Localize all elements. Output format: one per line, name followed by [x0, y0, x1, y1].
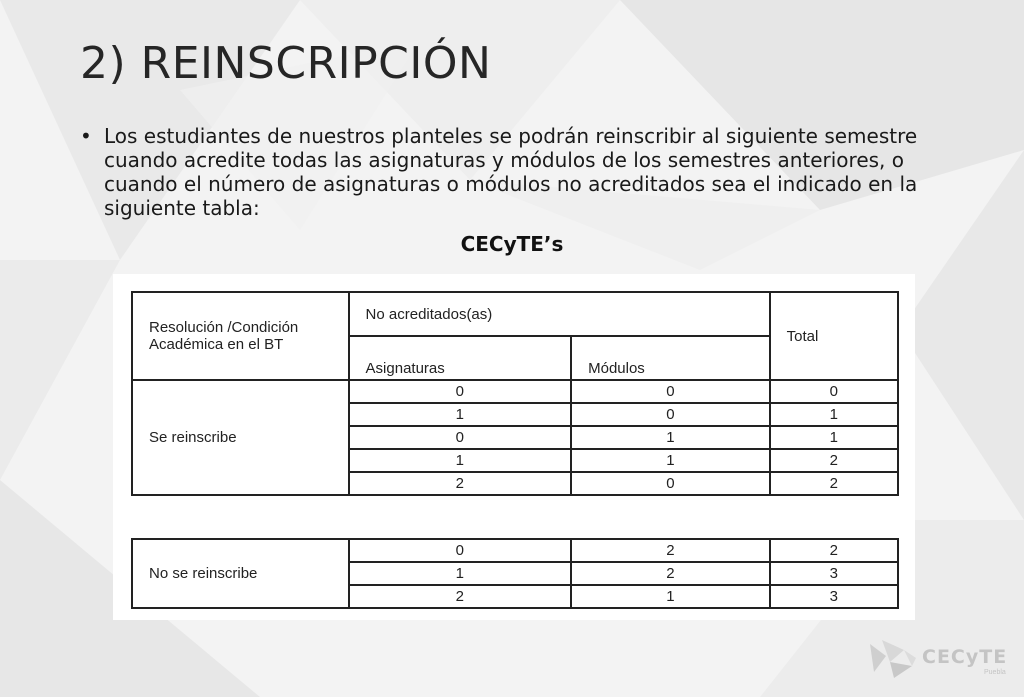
cell-subjects: 1 [349, 449, 572, 472]
logo-name: CECyTE [922, 646, 1008, 668]
cell-subjects: 0 [349, 380, 572, 403]
reenrollment-table [131, 291, 899, 496]
no-reenrollment-table [131, 538, 899, 609]
cell-subjects: 1 [349, 562, 572, 585]
table-panel [113, 274, 915, 620]
logo-subtitle: Puebla [984, 669, 1006, 676]
cell-total: 0 [770, 380, 898, 403]
cell-total: 2 [770, 472, 898, 495]
cecyte-logo [864, 636, 1014, 684]
header-total: Total [770, 292, 898, 380]
cell-modules: 0 [571, 403, 770, 426]
cell-subjects: 0 [349, 539, 572, 562]
cell-total: 1 [770, 426, 898, 449]
cell-total: 2 [770, 539, 898, 562]
header-not-accredited: No acreditados(as) [349, 292, 770, 336]
cell-subjects: 2 [349, 585, 572, 608]
cell-total: 2 [770, 449, 898, 472]
header-condition: Resolución /Condición Académica en el BT [132, 292, 349, 380]
cell-modules: 0 [571, 472, 770, 495]
table-row [132, 380, 898, 403]
bullet-text: Los estudiantes de nuestros planteles se podrán reinscribir al siguiente semestre cuando acredite todas las asignaturas y módulos de los semestres anteriores, o cuando el número de asignaturas o módulos no acreditados sea el indicado en la siguiente tabla: [104, 124, 918, 220]
table-row [132, 539, 898, 562]
cell-modules: 1 [571, 585, 770, 608]
cecyte-emblem-icon [864, 636, 920, 680]
cell-total: 3 [770, 585, 898, 608]
header-modules: Módulos [571, 336, 770, 380]
cell-total: 3 [770, 562, 898, 585]
cell-modules: 1 [571, 426, 770, 449]
cell-subjects: 2 [349, 472, 572, 495]
cell-subjects: 0 [349, 426, 572, 449]
cell-modules: 2 [571, 562, 770, 585]
cell-subjects: 1 [349, 403, 572, 426]
bullet-paragraph [80, 124, 960, 220]
group-label-not-reenrolls: No se reinscribe [132, 539, 349, 608]
cell-modules: 0 [571, 380, 770, 403]
cell-total: 1 [770, 403, 898, 426]
slide-title: 2) REINSCRIPCIÓN [80, 38, 492, 89]
header-subjects: Asignaturas [349, 336, 572, 380]
group-label-reenrolls: Se reinscribe [132, 380, 349, 495]
table-caption: CECyTE’s [460, 232, 564, 256]
bullet-dot: • [80, 124, 92, 148]
cell-modules: 2 [571, 539, 770, 562]
cell-modules: 1 [571, 449, 770, 472]
